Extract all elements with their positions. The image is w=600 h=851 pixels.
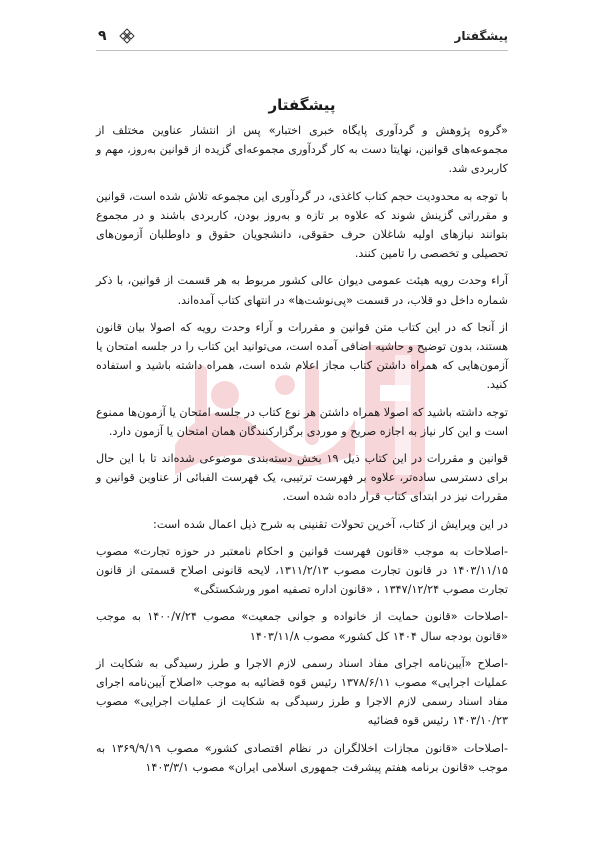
paragraph: در این ویرایش از کتاب، آخرین تحولات تقنینی به شرح ذیل اعمال شده است: — [153, 517, 508, 531]
amendment-item: -اصلاح «آیین‌نامه اجرای مفاد اسناد رسمی لازم الاجرا و طرز رسیدگی به شکایت از عملیات اجرایی» مصوب ۱۳۷۸/۶/۱۱ رئیس قوه قضائیه به موجب «اصلاح آیین‌نامه اجرای مفاد اسناد رسمی لازم الاجرا و طرز رسیدگی به شکایت از عملیات اجرایی» مصوب ۱۴۰۳/۱۰/۲۳ رئیس قوه قضائیه — [96, 656, 508, 728]
paragraph: از آنجا که در این کتاب متن قوانین و مقررات و آراء وحدت رویه که اصولا بیان قانون هستند، بدون توضیح و حاشیه اضافی آمده است، می‌توانید این کتاب را در جلسه امتحان یا آزمون‌هایی که همراه داشتن کتاب مجاز اعلام شده است، همراه داشته باشید و استفاده کنید. — [96, 320, 508, 392]
paragraph: توجه داشته باشید که اصولا همراه داشتن هر نوع کتاب در جلسه امتحان یا آزمون‌ها ممنوع است و این کار نیاز به اجازه صریح و موردی برگزارکنندگان همان امتحان یا آزمون دارد. — [96, 405, 508, 438]
amendment-item: -اصلاحات «قانون حمایت از خانواده و جوانی جمعیت» مصوب ۱۴۰۰/۷/۲۴ به موجب «قانون بودجه سال ۱۴۰۴ کل کشور» مصوب ۱۴۰۳/۱۱/۸ — [96, 610, 508, 643]
paragraph: با توجه به محدودیت حجم کتاب کاغذی، در گردآوری این مجموعه تلاش شده است، قوانین و مقرراتی گزینش شوند که علاوه بر تازه و به‌روز بودن، کاربردی باشند و در مجموع بتوانند نیازهای اولیه شاغلان حرف حقوقی، دانشجویان حقوق و داوطلبان آزمون‌های تحصیلی و تخصصی را تامین کنند. — [96, 189, 508, 261]
header-left-group — [96, 28, 135, 44]
amendment-item: -اصلاحات به موجب «قانون فهرست قوانین و احکام نامعتبر در حوزه تجارت» مصوب ۱۴۰۳/۱۱/۱۵ در قانون تجارت مصوب ۱۳۱۱/۲/۱۳، لایحه قانونی اصلاح قسمتی از قانون تجارت مصوب ۱۳۴۷/۱۲/۲۴ ، «قانون اداره تصفیه امور ورشکستگی» — [96, 544, 508, 597]
paragraph: قوانین و مقررات در این کتاب ذیل ۱۹ بخش دسته‌بندی موضوعی شده‌اند تا با این حال برای دسترسی ساده‌تر، علاوه بر فهرست ترتیبی، یک فهرست الفبائی از عناوین قوانین و مقررات نیز در ابتدای کتاب قرار داده شده است. — [96, 452, 508, 504]
running-title: پیشگفتار — [454, 29, 508, 43]
page-number: ۹ — [98, 28, 107, 44]
diamond-ornament-icon — [119, 28, 135, 44]
page-body — [96, 95, 508, 785]
section-title: پیشگفتار — [268, 96, 336, 114]
amendment-item: -اصلاحات «قانون مجازات اخلالگران در نظام اقتصادی کشور» مصوب ۱۳۶۹/۹/۱۹ به موجب «قانون برنامه هفتم پیشرفت جمهوری اسلامی ایران» مصوب ۱۴۰۳/۳/۱ — [96, 741, 508, 774]
running-header — [96, 22, 508, 51]
paragraph: آراء وحدت رویه هیئت عمومی دیوان عالی کشور مربوط به هر قسمت از قوانین، با ذکر شماره داخل دو قلاب، در قسمت «پی‌نوشت‌ها» در انتهای کتاب آمده‌اند. — [96, 274, 508, 307]
paragraph: «گروه پژوهش و گردآوری پایگاه خبری اختبار» پس از انتشار عناوین مختلف از مجموعه‌های قوانین، نهایتا دست به کار گردآوری مجموعه‌ای گزیده از قوانین به‌روز، مهم و کاربردی شد. — [96, 124, 508, 176]
